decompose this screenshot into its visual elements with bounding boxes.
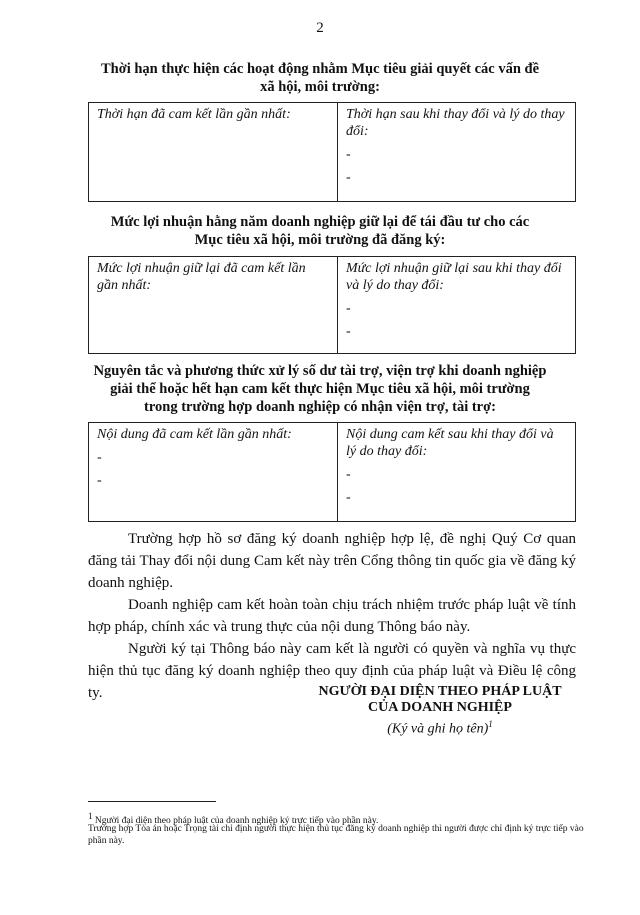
section-1-right-cell bbox=[338, 103, 576, 202]
footnote-1-text: Người đại diện theo pháp luật của doanh nghiệp ký trực tiếp vào phần này. bbox=[94, 816, 379, 827]
dash: - bbox=[346, 301, 351, 316]
section-1-title-line: xã hội, môi trường: bbox=[260, 79, 380, 95]
paragraph-legal-responsibility: Doanh nghiệp cam kết hoàn toàn chịu trách nhiệm trước pháp luật về tính hợp pháp, chính xác và trung thực của nội dung Thông báo này. bbox=[88, 597, 576, 635]
footnote-mark: 1 bbox=[88, 811, 93, 821]
section-3-right-cell bbox=[338, 423, 576, 522]
section-3-left-cell bbox=[89, 423, 338, 522]
section-3-title bbox=[60, 362, 580, 416]
section-2-right-header: Mức lợi nhuận giữ lại sau khi thay đổi và lý do thay đổi: bbox=[346, 261, 562, 293]
paragraph-signer-commitment: Người ký tại Thông báo này cam kết là người có quyền và nghĩa vụ thực hiện thủ tục đăng ký doanh nghiệp theo quy định của pháp luật và Điều lệ công ty. bbox=[88, 641, 576, 701]
section-2-right-cell bbox=[338, 257, 576, 354]
section-1-table bbox=[88, 102, 576, 202]
footnote-divider bbox=[88, 801, 216, 802]
section-1-title bbox=[60, 60, 580, 96]
dash: - bbox=[346, 324, 351, 339]
paragraph-publish-request: Trường hợp hồ sơ đăng ký doanh nghiệp hợp lệ, đề nghị Quý Cơ quan đăng tải Thay đổi nội dung Cam kết này trên Cổng thông tin quốc gia về đăng ký doanh nghiệp. bbox=[88, 531, 576, 591]
section-3-left-header: Nội dung đã cam kết lần gần nhất: bbox=[97, 427, 292, 442]
section-2-table bbox=[88, 256, 576, 354]
dash: - bbox=[346, 467, 351, 482]
signature-title-line: NGƯỜI ĐẠI DIỆN THEO PHÁP LUẬT bbox=[318, 684, 562, 699]
section-3-title-line: trong trường hợp doanh nghiệp có nhận viện trợ, tài trợ: bbox=[144, 399, 496, 415]
footnote-2: Trường hợp Tòa án hoặc Trọng tài chỉ định người thực hiện thủ tục đăng ký doanh nghiệp thì người được chỉ định ký trực tiếp vào phần này. bbox=[88, 824, 584, 846]
signature-note-text: (Ký và ghi họ tên) bbox=[387, 721, 489, 737]
section-1-left-cell bbox=[89, 103, 338, 202]
page-number: 2 bbox=[316, 20, 324, 36]
footnote-ref: 1 bbox=[488, 719, 493, 729]
signature-note bbox=[300, 716, 580, 738]
section-3-title-line: Nguyên tắc và phương thức xử lý số dư tài trợ, viện trợ khi doanh nghiệp bbox=[93, 363, 547, 379]
dash: - bbox=[97, 450, 102, 465]
section-2-title-line: Mục tiêu xã hội, môi trường đã đăng ký: bbox=[194, 232, 446, 248]
section-3-table bbox=[88, 422, 576, 522]
section-2-left-cell bbox=[89, 257, 338, 354]
section-3-right-header: Nội dung cam kết sau khi thay đổi và lý do thay đổi: bbox=[346, 427, 554, 459]
signature-title-line: CỦA DOANH NGHIỆP bbox=[368, 700, 512, 715]
section-2-title bbox=[60, 213, 580, 249]
section-2-left-header: Mức lợi nhuận giữ lại đã cam kết lần gần nhất: bbox=[97, 261, 306, 293]
section-2-title-line: Mức lợi nhuận hằng năm doanh nghiệp giữ lại để tái đầu tư cho các bbox=[110, 214, 530, 230]
section-3-title-line: giải thể hoặc hết hạn cam kết thực hiện Mục tiêu xã hội, môi trường bbox=[110, 381, 530, 397]
dash: - bbox=[346, 170, 351, 185]
section-1-left-header: Thời hạn đã cam kết lần gần nhất: bbox=[97, 107, 291, 122]
dash: - bbox=[346, 147, 351, 162]
section-1-title-line: Thời hạn thực hiện các hoạt động nhằm Mục tiêu giải quyết các vấn đề bbox=[100, 61, 540, 77]
dash: - bbox=[97, 473, 102, 488]
section-1-right-header: Thời hạn sau khi thay đổi và lý do thay đổi: bbox=[346, 107, 565, 139]
signature-block bbox=[300, 684, 580, 738]
dash: - bbox=[346, 490, 351, 505]
